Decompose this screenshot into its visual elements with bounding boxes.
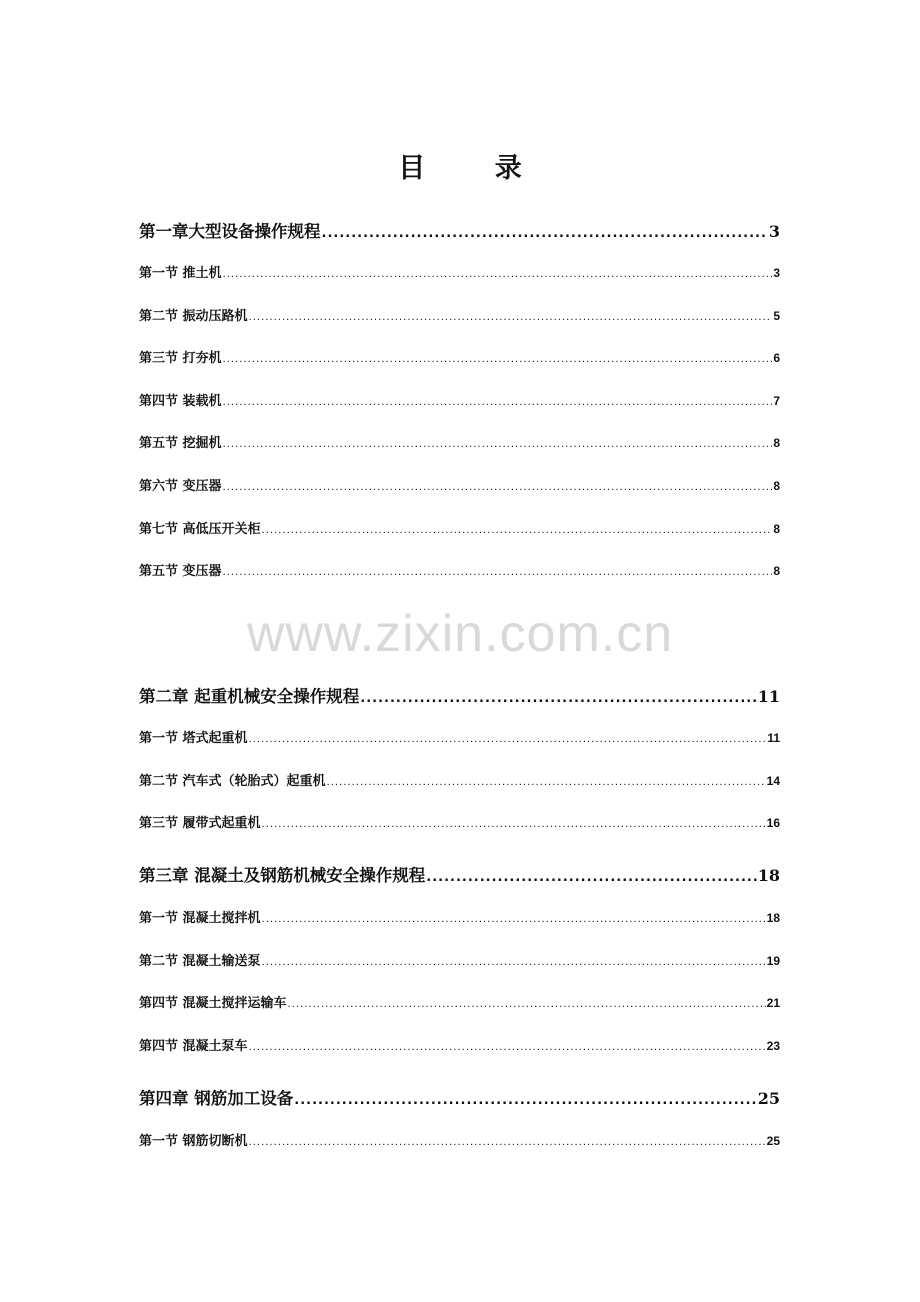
toc-entry-chapter[interactable]: [139, 218, 780, 242]
toc-entry-section[interactable]: [139, 770, 780, 789]
toc-page-number: 14: [766, 774, 780, 788]
toc-label: 第三节 履带式起重机: [139, 816, 261, 831]
toc-label: 第一节 塔式起重机: [139, 731, 248, 746]
toc-page-number: 7: [773, 394, 780, 408]
toc-label: 第七节 高低压开关柜: [139, 522, 261, 537]
toc-entry-section[interactable]: [139, 907, 780, 926]
toc-label: 第二节 混凝土输送泵: [139, 954, 261, 969]
dot-leader: [294, 1089, 756, 1108]
dot-leader: [249, 731, 767, 746]
dot-leader: [327, 774, 766, 789]
toc-label: 第一节 混凝土搅拌机: [139, 911, 261, 926]
toc-entry-section[interactable]: [139, 950, 780, 969]
toc-entry-chapter[interactable]: [139, 1085, 780, 1109]
dot-leader: [249, 309, 773, 324]
toc-entry-section[interactable]: [139, 390, 780, 409]
toc-entry-section[interactable]: [139, 475, 780, 494]
toc-label: 第六节 变压器: [139, 479, 222, 494]
toc-entry-chapter[interactable]: [139, 683, 780, 707]
toc-label: 第三章 混凝土及钢筋机械安全操作规程: [139, 866, 426, 885]
dot-leader: [249, 1134, 766, 1149]
dot-leader: [360, 687, 756, 706]
toc-page-number: 11: [767, 731, 780, 745]
toc-page-number: 3: [768, 222, 780, 241]
toc-page-number: 5: [773, 309, 780, 323]
toc-page-number: 6: [773, 351, 780, 365]
toc-entry-section[interactable]: [139, 518, 780, 537]
toc-label: 第四节 装载机: [139, 394, 222, 409]
toc-page-number: 8: [773, 522, 780, 536]
toc-label: 第四节 混凝土搅拌运输车: [139, 996, 287, 1011]
toc-entry-section[interactable]: [139, 992, 780, 1011]
toc-entry-section[interactable]: [139, 347, 780, 366]
toc-label: 第一章大型设备操作规程: [139, 222, 321, 241]
dot-leader: [262, 816, 766, 831]
dot-leader: [288, 996, 766, 1011]
toc-label: 第五节 变压器: [139, 564, 222, 579]
toc-entry-chapter[interactable]: [139, 862, 780, 886]
toc-page-number: 19: [766, 954, 780, 968]
toc-label: 第四节 混凝土泵车: [139, 1039, 248, 1054]
toc-entry-section[interactable]: [139, 812, 780, 831]
dot-leader: [223, 394, 773, 409]
toc-page-number: 18: [757, 866, 780, 885]
dot-leader: [223, 351, 773, 366]
toc-label: 第二节 振动压路机: [139, 309, 248, 324]
dot-leader: [262, 911, 766, 926]
toc-label: 第五节 挖掘机: [139, 436, 222, 451]
dot-leader: [223, 266, 773, 281]
toc-entry-section[interactable]: [139, 727, 780, 746]
toc-page-number: 3: [773, 266, 780, 280]
toc-page-number: 16: [766, 816, 780, 830]
toc-page-number: 18: [766, 911, 780, 925]
toc-entry-section[interactable]: [139, 1130, 780, 1149]
toc-entry-section[interactable]: [139, 560, 780, 579]
toc-label: 第一节 推土机: [139, 266, 222, 281]
toc-label: 第四章 钢筋加工设备: [139, 1089, 294, 1108]
dot-leader: [223, 436, 773, 451]
toc-page-number: 8: [773, 436, 780, 450]
toc-entry-section[interactable]: [139, 1035, 780, 1054]
toc-page-number: 21: [766, 996, 780, 1010]
toc-label: 第一节 钢筋切断机: [139, 1134, 248, 1149]
toc-label: 第三节 打夯机: [139, 351, 222, 366]
toc-label: 第二章 起重机械安全操作规程: [139, 687, 360, 706]
toc-page-number: 25: [757, 1089, 780, 1108]
toc-page-number: 25: [766, 1134, 780, 1148]
toc-page-number: 11: [757, 687, 780, 706]
toc-entry-section[interactable]: [139, 432, 780, 451]
toc-entry-section[interactable]: [139, 262, 780, 281]
toc-page-number: 23: [766, 1039, 780, 1053]
dot-leader: [262, 522, 773, 537]
toc-entry-section[interactable]: [139, 305, 780, 324]
watermark: www.zixin.com.cn: [246, 605, 674, 663]
dot-leader: [249, 1039, 766, 1054]
toc-page-number: 8: [773, 479, 780, 493]
toc-label: 第二节 汽车式（轮胎式）起重机: [139, 774, 326, 789]
dot-leader: [223, 564, 773, 579]
page-title: 目 录: [398, 153, 552, 184]
dot-leader: [223, 479, 773, 494]
dot-leader: [322, 222, 768, 241]
dot-leader: [426, 866, 756, 885]
dot-leader: [262, 954, 766, 969]
toc-page-number: 8: [773, 564, 780, 578]
